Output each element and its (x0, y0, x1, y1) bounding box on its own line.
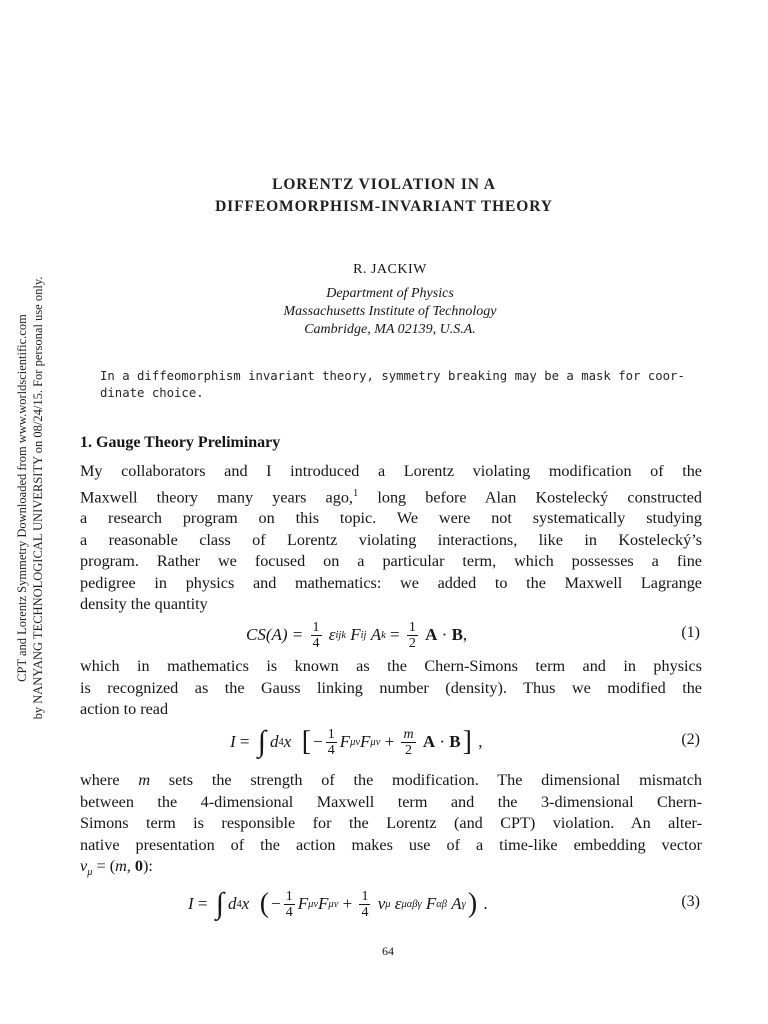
author-institution: Massachusetts Institute of Technology (283, 304, 497, 319)
paper-title-line-1: LORENTZ VIOLATION IN A (272, 176, 496, 193)
download-watermark (0, 0, 60, 1024)
equation-2-body: I = ∫ d 4 x [ − $\frac{1}{4}$ F μν F μν + $\frac{m}{2}$ A · B ] , (230, 725, 483, 758)
equation-1-body: CS(A) = $\frac{1}{4}$ ε ijk F ij A k = $\frac{1}{2}$ A · B , (246, 619, 468, 651)
abstract-line-1: In a diffeomorphism invariant theory, symmetry breaking may be a mask for coor- (100, 369, 685, 383)
equation-2 (80, 718, 702, 766)
fraction: $\frac{1}{4}$ (312, 619, 320, 651)
equation-3-body: I = ∫ d 4 x ( − $\frac{1}{4}$ F μν F μν + $\frac{1}{4}$ v μ ε μαβγ F αβ A γ ) . (188, 887, 488, 920)
abstract (100, 368, 685, 402)
paragraph-line: where m sets the strength of the modification. The dimensional mismatch (80, 771, 703, 789)
abstract-line-2: dinate choice. (100, 386, 204, 400)
equation-3-number: (3) (681, 893, 700, 910)
paragraph-line: program. Rather we focused on a particular term, which possesses a fine (80, 552, 702, 571)
paragraph-2 (80, 656, 702, 721)
fraction: $\frac{1}{2}$ (408, 619, 416, 651)
paragraph-text: Maxwell theory many years ago, (80, 487, 353, 506)
fraction: $\frac{m}{2}$ (403, 726, 414, 758)
paragraph-line: which in mathematics is known as the Chern-Simons term and in physics (80, 657, 702, 675)
paragraph-line: native presentation of the action makes use of a time-like embedding vector (80, 835, 702, 854)
equation-1-lhs: CS(A) = (246, 625, 304, 644)
paragraph-line: is recognized as the Gauss linking number (density). Thus we modified the (80, 678, 702, 697)
paragraph-line (80, 483, 702, 509)
equation-1 (80, 611, 702, 659)
watermark-line-2: by NANYANG TECHNOLOGICAL UNIVERSITY on 08/24/15. For personal use only. (31, 276, 45, 720)
fraction: $\frac{1}{4}$ (285, 888, 293, 920)
paragraph-line: a reasonable class of Lorentz violating interactions, like in Kostelecký’s (80, 530, 702, 549)
paragraph-text: v (80, 857, 88, 875)
paragraph-line: $v_\mu = (m$, 0): (80, 857, 153, 879)
paragraph-text: sets the strength of the modification. The dimensional mismatch (168, 771, 703, 789)
page-number: 64 (382, 944, 394, 958)
watermark-line-1: CPT and Lorentz Symmetry Downloaded from www.worldscientific.com (15, 314, 29, 682)
paragraph-line: density the quantity (80, 595, 208, 614)
equation-3 (80, 880, 702, 928)
paragraph-text: where (80, 771, 120, 789)
paragraph-line: My collaborators and I introduced a Lorentz violating modification of the (80, 462, 702, 480)
paragraph-3 (80, 770, 702, 884)
section-heading: 1. Gauge Theory Preliminary (80, 434, 281, 451)
paper-title-line-2: DIFFEOMORPHISM-INVARIANT THEORY (215, 198, 553, 215)
equation-1-number: (1) (681, 624, 700, 641)
paragraph-line: between the 4-dimensional Maxwell term and the 3-dimensional Chern- (80, 792, 702, 811)
paragraph-1 (80, 461, 702, 616)
paragraph-line: a research program on this topic. We were not systematically studying (80, 509, 702, 528)
paragraph-text: long before Alan Kostelecký constructed (377, 487, 703, 506)
paragraph-line: pedigree in physics and mathematics: we added to the Maxwell Lagrange (80, 573, 702, 592)
footnote-ref[interactable]: 1 (352, 487, 359, 499)
author-department: Department of Physics (326, 286, 454, 301)
author-name: R. JACKIW (353, 262, 427, 277)
paragraph-line: action to read (80, 700, 169, 718)
author-address: Cambridge, MA 02139, U.S.A. (304, 322, 476, 337)
equation-2-number: (2) (681, 731, 700, 748)
fraction: $\frac{1}{4}$ (327, 726, 335, 758)
fraction: $\frac{1}{4}$ (361, 888, 369, 920)
paragraph-line: Simons term is responsible for the Lorentz (and CPT) violation. An alter- (80, 814, 702, 832)
